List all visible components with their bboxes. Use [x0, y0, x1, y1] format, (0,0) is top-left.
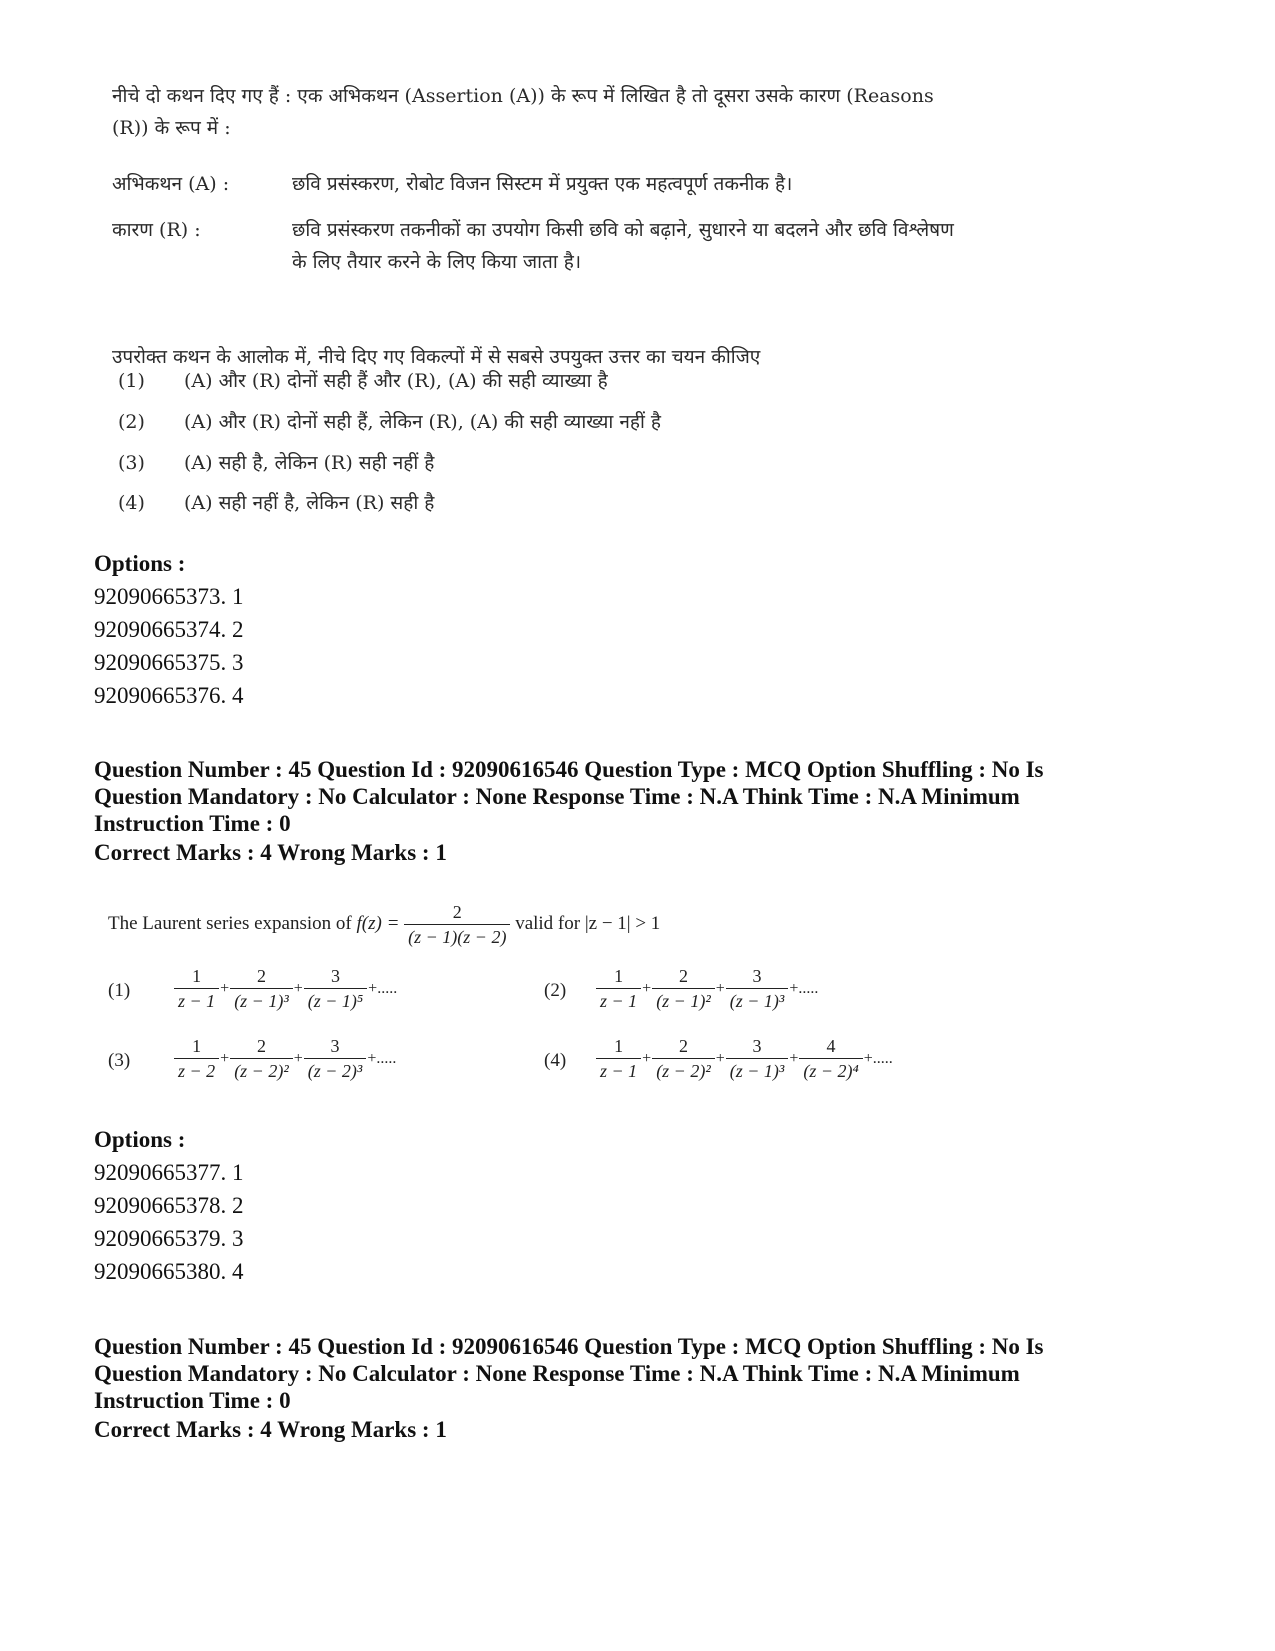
options-title: Options : — [94, 551, 186, 576]
options-block-2 — [94, 1123, 244, 1288]
options-title: Options : — [94, 1127, 186, 1152]
option-number: (3) — [118, 452, 145, 474]
term-1: $\frac{1}{z - 1}$ — [174, 964, 219, 1013]
laurent-option-3: $\frac{1}{z - 2}$ + $\frac{2}{\text{(z − 2)²}}$ + $\frac{3}{\text{(z − 2)³}}$ +..... — [174, 1034, 397, 1083]
question-meta-1 — [94, 756, 1094, 837]
options-block-1 — [94, 547, 244, 712]
option-text: (A) और (R) दोनों सही हैं और (R), (A) की सही व्याख्या है — [184, 370, 608, 392]
laurent-question-stem — [108, 900, 660, 949]
option-id-line: 92090665375. 3 — [94, 650, 244, 675]
hindi-question-block — [112, 80, 1072, 520]
option-text: (A) और (R) दोनों सही हैं, लेकिन (R), (A) की सही व्याख्या नहीं है — [184, 411, 662, 433]
meta-line-1: Question Number : 45 Question Id : 92090616546 Question Type : MCQ Option Shuffling : No Is — [94, 757, 1044, 782]
question-meta-2 — [94, 1333, 1094, 1414]
laurent-option-4: $\frac{1}{z - 1}$ + $\frac{2}{\text{(z − 2)²}}$ + $\frac{3}{\text{(z − 1)³}}$ + $\frac{4}{\text{(z − 2)⁴}}$ +..... — [596, 1034, 894, 1083]
laurent-option-number-3: (3) — [108, 1050, 131, 1071]
series-tail: +..... — [863, 1049, 893, 1067]
laurent-option-1: $\frac{1}{z - 1}$ + $\frac{2}{\text{(z − 1)³}}$ + $\frac{3}{\text{(z − 1)⁵}}$ +..... — [174, 964, 398, 1013]
option-text: (A) सही है, लेकिन (R) सही नहीं है — [184, 452, 435, 474]
option-id-line: 92090665376. 4 — [94, 683, 244, 708]
meta-line-3: Instruction Time : 0 — [94, 1388, 291, 1413]
option-id-line: 92090665380. 4 — [94, 1259, 244, 1284]
assertion-text: छवि प्रसंस्करण, रोबोट विजन सिस्टम में प्रयुक्त एक महत्वपूर्ण तकनीक है। — [292, 173, 793, 195]
question-intro-line-1: नीचे दो कथन दिए गए हैं : एक अभिकथन (Assertion (A)) के रूप में लिखित है तो दूसरा उसके कारण (Reasons — [112, 85, 934, 107]
laurent-option-2: $\frac{1}{z - 1}$ + $\frac{2}{\text{(z − 1)²}}$ + $\frac{3}{\text{(z − 1)³}}$ +..... — [596, 964, 819, 1013]
option-number: (1) — [118, 370, 145, 392]
term-4: $\frac{4}{\text{(z − 2)⁴}}$ — [799, 1034, 862, 1083]
term-3: $\frac{3}{\text{(z − 2)³}}$ — [304, 1034, 367, 1083]
term-1: $\frac{1}{z - 2}$ — [174, 1034, 219, 1083]
term-3: $\frac{3}{\text{(z − 1)⁵}}$ — [304, 964, 367, 1013]
option-number: (2) — [118, 411, 145, 433]
term-2: $\frac{2}{\text{(z − 1)²}}$ — [652, 964, 715, 1013]
assertion-label: अभिकथन (A) : — [112, 173, 230, 195]
laurent-option-number-2: (2) — [544, 980, 567, 1001]
stem-prefix: The Laurent series expansion of — [108, 912, 352, 934]
option-id-line: 92090665377. 1 — [94, 1160, 244, 1185]
stem-suffix: valid for |z − 1| > 1 — [515, 912, 661, 934]
laurent-option-number-1: (1) — [108, 980, 131, 1001]
marks-line-1: Correct Marks : 4 Wrong Marks : 1 — [94, 840, 447, 865]
option-id-line: 92090665374. 2 — [94, 617, 244, 642]
reason-text-line-1: छवि प्रसंस्करण तकनीकों का उपयोग किसी छवि को बढ़ाने, सुधारने या बदलने और छवि विश्लेषण — [292, 219, 954, 241]
term-3: $\frac{3}{\text{(z − 1)³}}$ — [726, 1034, 789, 1083]
stem-fraction — [404, 900, 510, 949]
option-id-line: 92090665379. 3 — [94, 1226, 244, 1251]
option-number: (4) — [118, 492, 145, 514]
reason-label: कारण (R) : — [112, 219, 201, 241]
term-2: $\frac{2}{\text{(z − 2)²}}$ — [652, 1034, 715, 1083]
term-1: $\frac{1}{z - 1}$ — [596, 1034, 641, 1083]
meta-line-3: Instruction Time : 0 — [94, 811, 291, 836]
term-2: $\frac{2}{\text{(z − 1)³}}$ — [230, 964, 293, 1013]
option-id-line: 92090665378. 2 — [94, 1193, 244, 1218]
series-tail: +..... — [367, 1049, 397, 1067]
meta-line-1: Question Number : 45 Question Id : 92090616546 Question Type : MCQ Option Shuffling : No Is — [94, 1334, 1044, 1359]
term-1: $\frac{1}{z - 1}$ — [596, 964, 641, 1013]
term-2: $\frac{2}{\text{(z − 2)²}}$ — [230, 1034, 293, 1083]
marks-line-2: Correct Marks : 4 Wrong Marks : 1 — [94, 1417, 447, 1442]
reason-text-line-2: के लिए तैयार करने के लिए किया जाता है। — [292, 251, 582, 273]
question-prompt: उपरोक्त कथन के आलोक में, नीचे दिए गए विकल्पों में से सबसे उपयुक्त उत्तर का चयन कीजिए — [112, 346, 761, 368]
laurent-question-block — [108, 880, 1008, 1080]
stem-fraction-numerator: 2 — [404, 900, 510, 925]
meta-line-2: Question Mandatory : No Calculator : None Response Time : N.A Think Time : N.A Minimum — [94, 784, 1020, 809]
series-tail: +..... — [789, 979, 819, 997]
term-3: $\frac{3}{\text{(z − 1)³}}$ — [726, 964, 789, 1013]
laurent-option-number-4: (4) — [544, 1050, 567, 1071]
stem-fraction-denominator: (z − 1)(z − 2) — [408, 927, 507, 947]
stem-function: f(z) = — [356, 912, 400, 934]
question-intro-line-2: (R)) के रूप में : — [112, 117, 231, 139]
option-id-line: 92090665373. 1 — [94, 584, 244, 609]
series-tail: +..... — [368, 979, 398, 997]
option-text: (A) सही नहीं है, लेकिन (R) सही है — [184, 492, 435, 514]
meta-line-2: Question Mandatory : No Calculator : None Response Time : N.A Think Time : N.A Minimum — [94, 1361, 1020, 1386]
